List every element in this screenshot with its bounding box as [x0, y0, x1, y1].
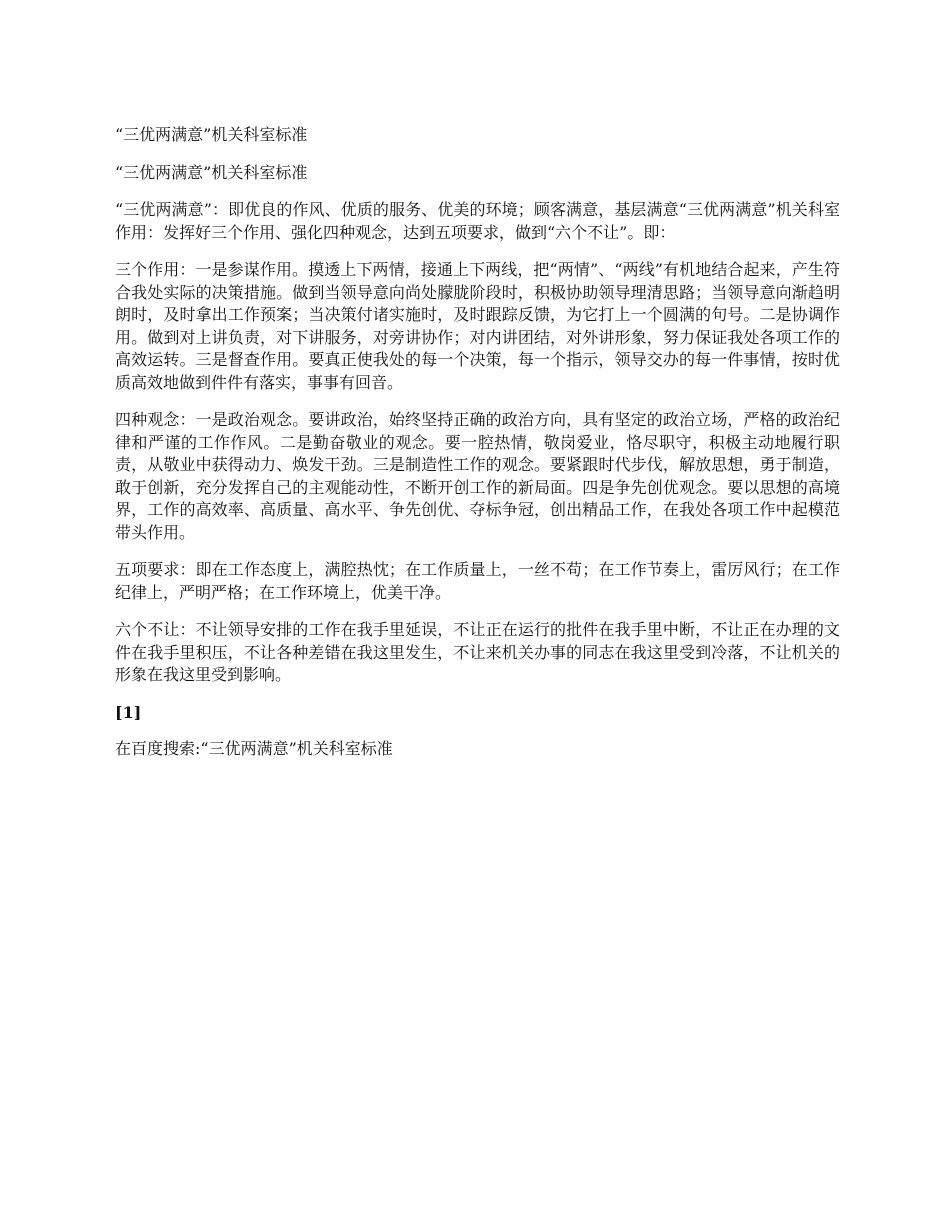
document-title: “三优两满意”机关科室标准 [115, 125, 308, 144]
document-subtitle: “三优两满意”机关科室标准 [115, 162, 308, 182]
search-line: 在百度搜索:“三优两满意”机关科室标准 [115, 738, 393, 758]
paragraph-three-roles: 三个作用：一是参谋作用。摸透上下两情，接通上下两线，把“两情”、“两线”有机地结合起来，产生符合我处实际的决策措施。做到当领导意向尚处朦胧阶段时，积极协助领导理清思路；当领导意向渐趋明朗时，及时拿出工作预案；当决策付诸实施时，及时跟踪反馈，为它打上一个圆满的句号。二是协调作用。做到对上讲负责，对下讲服务，对旁讲协作；对内讲团结，对外讲形象，努力保证我处各项工作的高效运转。三是督查作用。要真正使我处的每一个决策，每一个指示，领导交办的每一件事情，按时优质高效地做到件件有落实，事事有回音。 [115, 260, 840, 392]
paragraph-six-dont-lets: 六个不让：不让领导安排的工作在我手里延误，不让正在运行的批件在我手里中断，不让正在办理的文件在我手里积压，不让各种差错在我这里发生，不让来机关办事的同志在我这里受到冷落，不让机关的形象在我这里受到影响。 [115, 620, 840, 684]
reference-marker: [1] [115, 702, 142, 722]
paragraph-five-requirements: 五项要求：即在工作态度上，满腔热忱；在工作质量上，一丝不苟；在工作节奏上，雷厉风行；在工作纪律上，严明严格；在工作环境上，优美干净。 [115, 560, 840, 602]
document-page [115, 124, 840, 775]
paragraph-four-concepts: 四种观念：一是政治观念。要讲政治，始终坚持正确的政治方向，具有坚定的政治立场，严格的政治纪律和严谨的工作作风。二是勤奋敬业的观念。要一腔热情，敬岗爱业，恪尽职守，积极主动地履行职责，从敬业中获得动力、焕发干劲。三是制造性工作的观念。要紧跟时代步伐，解放思想，勇于制造，敢于创新，充分发挥自己的主观能动性，不断开创工作的新局面。四是争先创优观念。要以思想的高境界，工作的高效率、高质量、高水平、争先创优、夺标争冠，创出精品工作，在我处各项工作中起模范带头作用。 [115, 410, 840, 542]
paragraph-definition: “三优两满意”：即优良的作风、优质的服务、优美的环境；顾客满意，基层满意“三优两满意”机关科室作用：发挥好三个作用、强化四种观念，达到五项要求，做到“六个不让”。即： [115, 200, 840, 242]
